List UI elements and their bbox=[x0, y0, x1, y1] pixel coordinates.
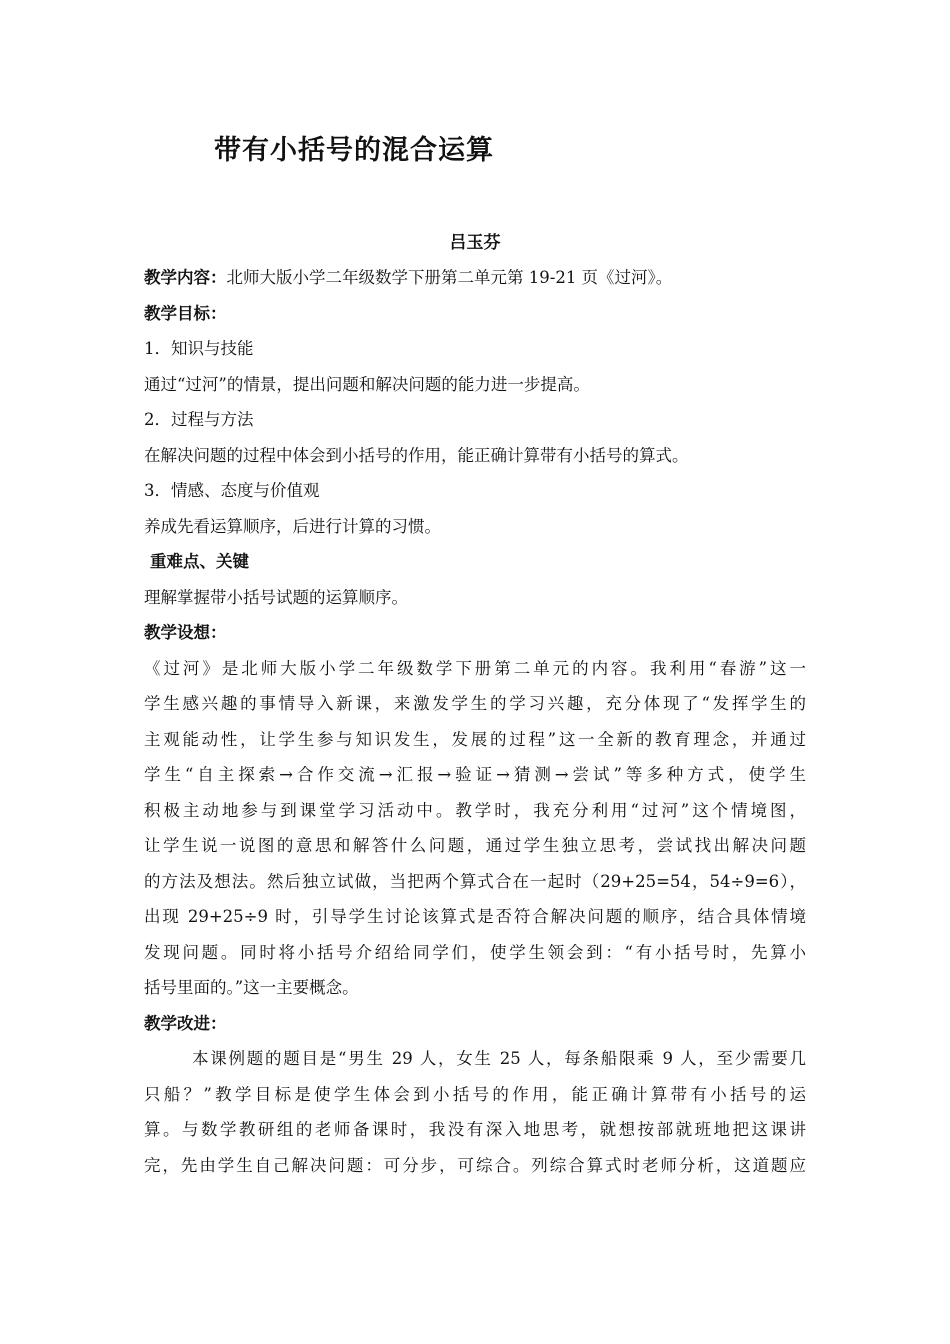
design-line: 学生感兴趣的事情导入新课，来激发学生的学习兴趣，充分体现了“发挥学生的 bbox=[144, 694, 806, 713]
goal-3-text: 养成先看运算顺序，后进行计算的习惯。 bbox=[144, 516, 441, 536]
key-points-text: 理解掌握带小括号试题的运算顺序。 bbox=[144, 587, 408, 607]
improvement-line: 完，先由学生自己解决问题：可分步，可综合。列综合算式时老师分析，这道题应 bbox=[144, 1155, 806, 1175]
design-heading: 教学设想： bbox=[144, 623, 227, 642]
design-line: 学生“自主探索→合作交流→汇报→验证→猜测→尝试”等多种方式，使学生 bbox=[144, 765, 806, 784]
design-line: 发现问题。同时将小括号介绍给同学们，使学生领会到：“有小括号时，先算小 bbox=[144, 942, 806, 962]
goal-2-title: 2．过程与方法 bbox=[144, 410, 254, 429]
goal-3-title: 3．情感、态度与价值观 bbox=[144, 481, 320, 500]
content-label: 教学内容： bbox=[144, 268, 227, 287]
content-line bbox=[144, 260, 806, 296]
improvement-heading: 教学改进： bbox=[144, 1013, 227, 1033]
goal-2-text: 在解决问题的过程中体会到小括号的作用，能正确计算带有小括号的算式。 bbox=[144, 445, 689, 465]
design-line: 括号里面的。”这一主要概念。 bbox=[144, 978, 359, 997]
document-title: 带有小括号的混合运算 bbox=[214, 135, 494, 166]
design-line: 出现 29+25÷9 时，引导学生讨论该算式是否符合解决问题的顺序，结合具体情境 bbox=[144, 907, 806, 926]
design-line: 《过河》是北师大版小学二年级数学下册第二单元的内容。我利用“春游”这一 bbox=[144, 658, 806, 678]
design-line: 让学生说一说图的意思和解答什么问题，通过学生独立思考，尝试找出解决问题 bbox=[144, 836, 806, 855]
goal-1-text: 通过“过河”的情景，提出问题和解决问题的能力进一步提高。 bbox=[144, 374, 590, 394]
design-line: 积极主动地参与到课堂学习活动中。教学时，我充分利用“过河”这个情境图， bbox=[144, 800, 806, 820]
improvement-line: 本课例题的题目是“男生 29 人，女生 25 人，每条船限乘 9 人，至少需要几 bbox=[192, 1049, 806, 1068]
content-text: 北师大版小学二年级数学下册第二单元第 19-21 页《过河》。 bbox=[226, 268, 673, 287]
goal-1-title: 1．知识与技能 bbox=[144, 339, 254, 358]
improvement-line: 只船？”教学目标是使学生体会到小括号的作用，能正确计算带有小括号的运 bbox=[144, 1084, 806, 1104]
document-body bbox=[144, 260, 806, 1183]
design-line: 的方法及想法。然后独立试做，当把两个算式合在一起时（29+25=54，54÷9=6）， bbox=[144, 871, 806, 891]
improvement-line: 算。与数学教研组的老师备课时，我没有深入地思考，就想按部就班地把这课讲 bbox=[144, 1120, 806, 1139]
goals-heading: 教学目标： bbox=[144, 303, 227, 323]
key-points-heading: 重难点、关键 bbox=[150, 552, 249, 571]
author-name: 吕玉芬 bbox=[449, 233, 501, 253]
design-line: 主观能动性，让学生参与知识发生，发展的过程”这一全新的教育理念，并通过 bbox=[144, 729, 806, 749]
